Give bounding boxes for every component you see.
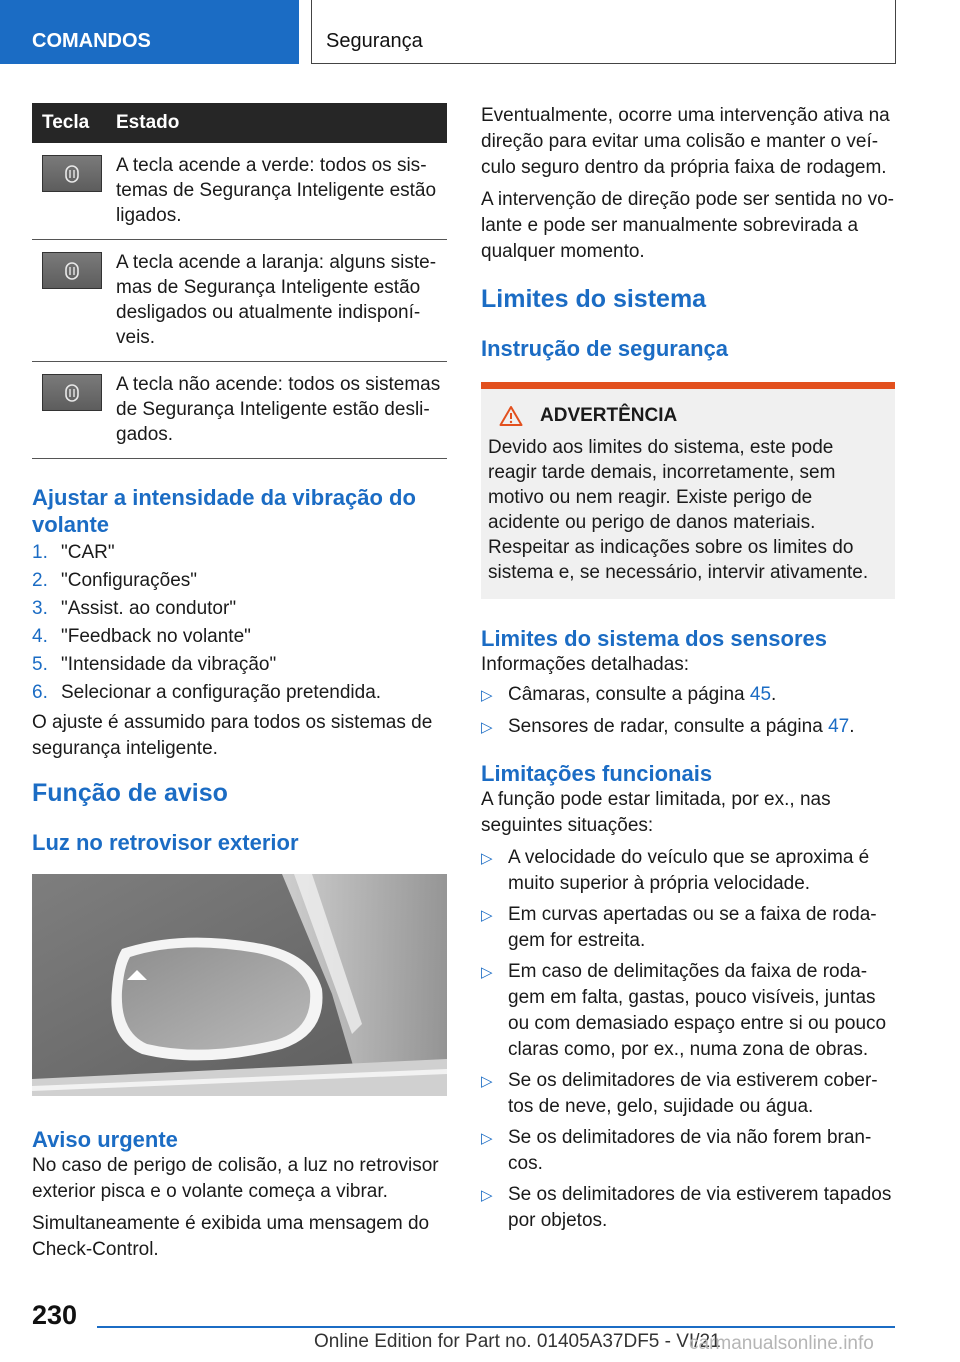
footer-divider xyxy=(97,1326,895,1328)
functional-limits-intro: A função pode estar limitada, por ex., nas seguintes situações: xyxy=(481,789,831,836)
urgent-warning-heading: Aviso urgente xyxy=(32,1127,178,1152)
table-header-state: Estado xyxy=(116,103,447,143)
safety-button-green-icon xyxy=(42,155,102,192)
list-item: 2. "Configurações" xyxy=(32,570,198,591)
urgent-warning-text-2: Simultaneamente é exibida uma mensagem do Check-Control. xyxy=(32,1213,430,1260)
section-title: Segurança xyxy=(311,0,896,64)
bullet-triangle-icon: ▷ xyxy=(481,687,493,704)
sensor-limits-heading: Limites do sistema dos sensores xyxy=(481,626,828,651)
list-item: 1. "CAR" xyxy=(32,542,115,563)
page-link-45[interactable]: 45 xyxy=(749,684,772,705)
vibration-steps xyxy=(32,540,447,706)
bullet-triangle-icon: ▷ xyxy=(481,850,493,867)
left-column xyxy=(32,103,447,1269)
chapter-tab: COMANDOS xyxy=(0,0,299,64)
list-item: ▷ Se os delimitadores de via não forem brancos. xyxy=(481,1125,895,1177)
functional-limits-list xyxy=(481,845,895,1234)
list-item: ▷ Câmaras, consulte a página 45. xyxy=(481,682,895,709)
bullet-triangle-icon: ▷ xyxy=(481,1073,493,1090)
edition-text: Online Edition for Part no. 01405A37DF5 - VI/21 xyxy=(314,1331,721,1352)
table-row xyxy=(32,143,447,240)
sensor-limits-list xyxy=(481,682,895,741)
list-item: 3. "Assist. ao condutor" xyxy=(32,598,237,619)
warning-function-heading: Função de aviso xyxy=(32,779,228,807)
system-limits-heading: Limites do sistema xyxy=(481,285,707,313)
list-item: ▷ A velocidade do veículo que se aproxima é muito superior à própria velocidade. xyxy=(481,845,895,897)
right-column xyxy=(481,103,895,1239)
urgent-warning-text: No caso de perigo de colisão, a luz no retrovisor exterior pisca e o volante começa a vibrar. xyxy=(32,1155,439,1202)
bullet-triangle-icon: ▷ xyxy=(481,1130,493,1147)
table-cell-state: A tecla não acende: todos os sistemas de Segurança Inteligente estão desligados. xyxy=(116,362,447,459)
mirror-warning-light-photo xyxy=(32,874,447,1096)
list-item: 6. Selecionar a configuração pretendida. xyxy=(32,682,382,703)
list-item: ▷ Se os delimitadores de via estiverem tapados por objetos. xyxy=(481,1182,895,1234)
table-row xyxy=(32,362,447,459)
list-item: 5. "Intensidade da vibração" xyxy=(32,654,277,675)
table-cell-state: A tecla acende a verde: todos os sistemas de Segurança Inteligente estão ligados. xyxy=(116,143,447,240)
warning-text: Devido aos limites do sistema, este pode reagir tarde demais, incorretamente, sem motivo ou nem reagir. Existe perigo de acidente ou perigo de danos materiais. Respeitar as indicações sobre os limites do sistema e, se necessário, intervir ativamente. xyxy=(488,437,869,583)
watermark: carmanualsonline.info xyxy=(689,1333,874,1354)
intro-paragraph-2: A intervenção de direção pode ser sentida no volante e pode ser manualmente sobrevirada a qualquer momento. xyxy=(481,189,894,262)
safety-instruction-heading: Instrução de segurança xyxy=(481,336,728,361)
page-number: 230 xyxy=(32,1300,78,1330)
warning-box xyxy=(481,382,895,599)
safety-button-off-icon xyxy=(42,374,102,411)
bullet-triangle-icon: ▷ xyxy=(481,907,493,924)
sensor-limits-intro: Informações detalhadas: xyxy=(481,654,690,675)
table-header-key: Tecla xyxy=(32,103,116,143)
vibration-heading: Ajustar a intensidade da vibração do volante xyxy=(32,485,416,537)
key-state-table xyxy=(32,103,447,459)
list-item: ▷ Em curvas apertadas ou se a faixa de rodagem for estreita. xyxy=(481,902,895,954)
list-item: ▷ Se os delimitadores de via estiverem cobertos de neve, gelo, sujidade ou água. xyxy=(481,1068,895,1120)
list-item: ▷ Sensores de radar, consulte a página 47. xyxy=(481,714,895,741)
list-item: 4. "Feedback no volante" xyxy=(32,626,251,647)
page-link-47[interactable]: 47 xyxy=(828,716,850,737)
functional-limits-heading: Limitações funcionais xyxy=(481,761,713,786)
bullet-triangle-icon: ▷ xyxy=(481,1187,493,1204)
bullet-triangle-icon: ▷ xyxy=(481,719,493,736)
safety-button-orange-icon xyxy=(42,252,102,289)
table-row xyxy=(32,240,447,362)
warning-title: ADVERTÊNCIA xyxy=(488,405,887,427)
intro-paragraph: Eventualmente, ocorre uma intervenção ativa na direção para evitar uma colisão e manter o veículo seguro dentro da própria faixa de rodagem. xyxy=(481,105,890,178)
list-item: ▷ Em caso de delimitações da faixa de rodagem em falta, gastas, pouco visíveis, juntas ou com demasiado espaço entre si ou pouco claras como, por ex., numa zona de obras. xyxy=(481,959,895,1063)
bullet-triangle-icon: ▷ xyxy=(481,964,493,981)
mirror-light-heading: Luz no retrovisor exterior xyxy=(32,830,299,855)
warning-triangle-icon xyxy=(499,405,523,427)
table-cell-state: A tecla acende a laranja: alguns sistemas de Segurança Inteligente estão desligados ou atualmente indisponíveis. xyxy=(116,240,447,362)
vibration-note: O ajuste é assumido para todos os sistemas de segurança inteligente. xyxy=(32,712,433,759)
